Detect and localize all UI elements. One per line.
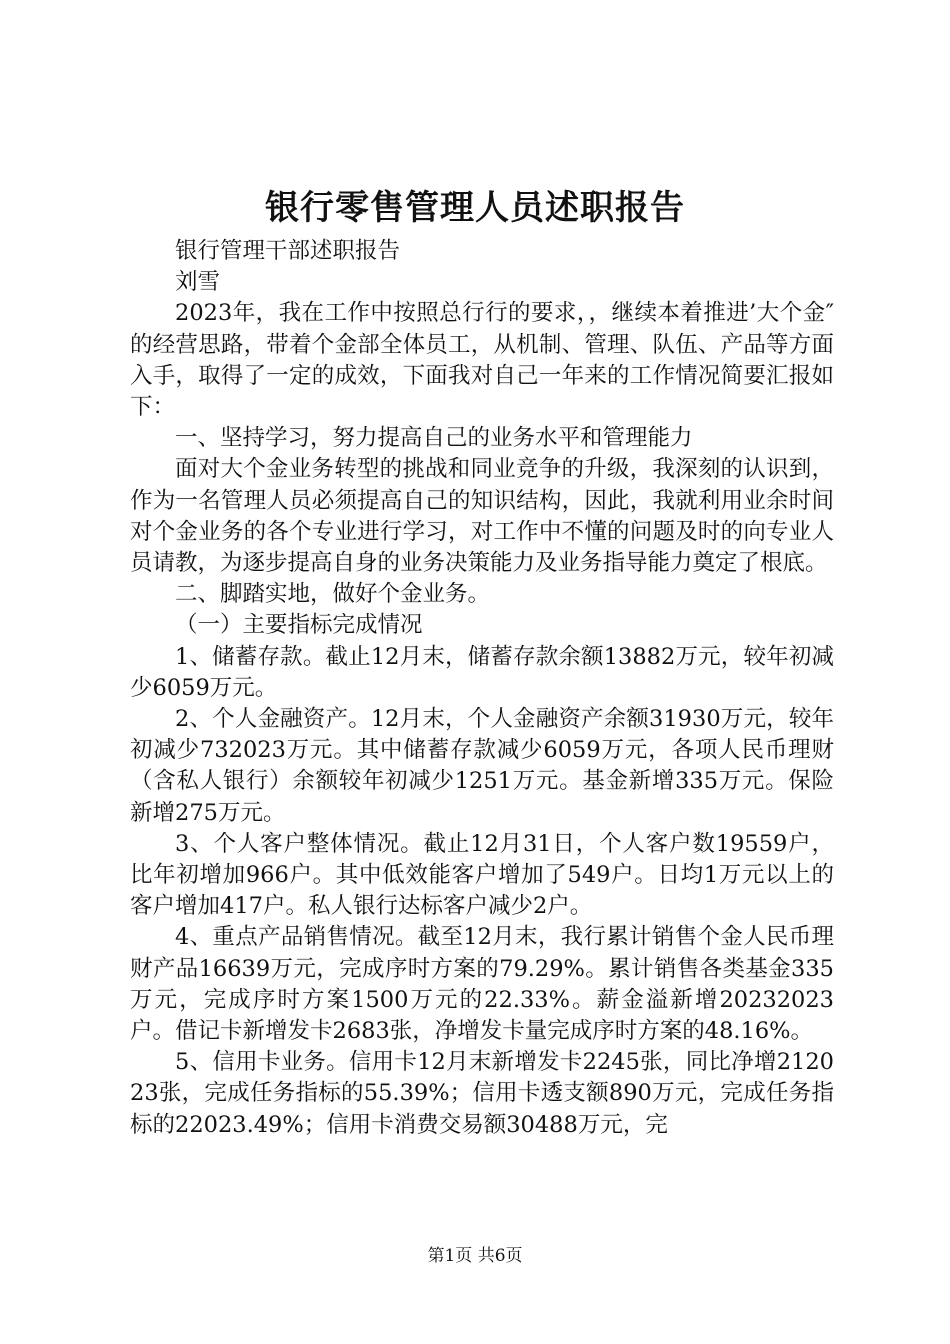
paragraph-product-sales: 4、重点产品销售情况。截至12月末，我行累计销售个金人民币理财产品16639万元，完成序时方案的79.29%。累计销售各类基金335万元，完成序时方案1500万元的22.33%。薪金溢新增20232023户。借记卡新增发卡2683张，净增发卡量完成序时方案的48.16%。 (130, 924, 834, 1045)
paragraph-subtitle: 银行管理干部述职报告 (175, 238, 401, 264)
paragraph-study: 面对大个金业务转型的挑战和同业竞争的升级，我深刻的认识到，作为一名管理人员必须提高自己的知识结构，因此，我就利用业余时间对个金业务的各个专业进行学习，对工作中不懂的问题及时的向专业人员请教，为逐步提高自身的业务决策能力及业务指导能力奠定了根底。 (130, 456, 834, 577)
section-heading-1: 一、坚持学习，努力提高自己的业务水平和管理能力 (175, 425, 693, 452)
page-footer: 第1页 共6页 (427, 1246, 523, 1266)
subsection-heading-1: （一）主要指标完成情况 (175, 612, 423, 639)
paragraph-customers: 3、个人客户整体情况。截止12月31日，个人客户数19559户，比年初增加966户。其中低效能客户增加了549户。日均1万元以上的客户增加417户。私人银行达标客户减少2户。 (130, 830, 834, 920)
paragraph-intro: 2023年，我在工作中按照总行行的要求，，继续本着推进’大个金″的经营思路，带着个金部全体员工，从机制、管理、队伍、产品等方面入手，取得了一定的成效，下面我对自己一年来的工作情况简要汇报如下： (130, 300, 834, 421)
paragraph-credit-card: 5、信用卡业务。信用卡12月末新增发卡2245张，同比净增212023张，完成任务指标的55.39%；信用卡透支额890万元，完成任务指标的22023.49%；信用卡消费交易额30488万元，完 (130, 1049, 834, 1138)
paragraph-author: 刘雪 (175, 269, 221, 296)
section-heading-2: 二、脚踏实地，做好个金业务。 (175, 581, 491, 608)
document-body (130, 236, 834, 1141)
document-title: 银行零售管理人员述职报告 (265, 188, 685, 228)
paragraph-financial-assets: 2、个人金融资产。12月末，个人金融资产余额31930万元，较年初减少732023万元。其中储蓄存款减少6059万元，各项人民币理财（含私人银行）余额较年初减少1251万元。基金新增335万元。保险新增275万元。 (130, 706, 834, 826)
paragraph-savings: 1、储蓄存款。截止12月末，储蓄存款余额13882万元，较年初减少6059万元。 (130, 643, 834, 701)
